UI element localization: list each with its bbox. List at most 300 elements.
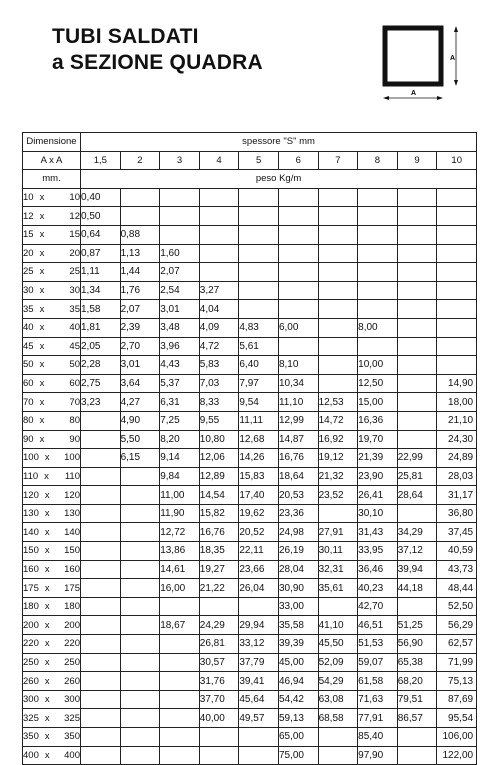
weight-cell: 0,87 xyxy=(81,244,121,263)
weight-cell: 15,83 xyxy=(239,467,279,486)
weight-cell xyxy=(160,690,200,709)
dimension-b: 25 xyxy=(69,266,80,278)
weight-cell xyxy=(81,672,121,691)
dimension-a: 12 xyxy=(23,210,34,222)
dimension-cell xyxy=(23,746,81,765)
dimension-a: 25 xyxy=(23,266,34,278)
weight-cell: 52,09 xyxy=(318,653,358,672)
thickness-col-header: 3 xyxy=(160,151,200,170)
weight-cell: 20,53 xyxy=(278,486,318,505)
weight-cell: 12,89 xyxy=(199,467,239,486)
weight-cell: 40,23 xyxy=(358,579,398,598)
dimension-times: x xyxy=(44,582,50,594)
table-row xyxy=(23,430,477,449)
dimension-b: 200 xyxy=(64,619,80,631)
weight-cell: 28,64 xyxy=(397,486,437,505)
weight-cell: 4,72 xyxy=(199,337,239,356)
table-row xyxy=(23,616,477,635)
weight-cell xyxy=(437,207,477,226)
weight-cell: 15,00 xyxy=(358,393,398,412)
weight-cell: 4,09 xyxy=(199,318,239,337)
dimension-cell xyxy=(23,467,81,486)
dimension-a: 90 xyxy=(23,433,34,445)
dimension-cell xyxy=(23,263,81,282)
dimension-b: 45 xyxy=(69,340,80,352)
dimension-times: x xyxy=(39,210,45,222)
dimension-times: x xyxy=(44,694,50,706)
table-row xyxy=(23,356,477,375)
dimension-cell xyxy=(23,579,81,598)
table-row xyxy=(23,300,477,319)
weight-cell xyxy=(120,653,160,672)
dimension-b: 30 xyxy=(69,285,80,297)
weight-cell: 14,90 xyxy=(437,374,477,393)
dimension-unit: mm. xyxy=(23,170,81,189)
weight-cell: 4,90 xyxy=(120,411,160,430)
weight-cell xyxy=(81,635,121,654)
weight-cell xyxy=(81,690,121,709)
weight-cell: 10,00 xyxy=(358,356,398,375)
dimension-a: 140 xyxy=(23,526,39,538)
weight-cell: 31,76 xyxy=(199,672,239,691)
weight-cell: 44,18 xyxy=(397,579,437,598)
dimension-b: 90 xyxy=(69,433,80,445)
dimension-times: x xyxy=(39,266,45,278)
table-row xyxy=(23,728,477,747)
weight-cell: 19,62 xyxy=(239,504,279,523)
weight-cell: 11,11 xyxy=(239,411,279,430)
table-row xyxy=(23,263,477,282)
table-row xyxy=(23,597,477,616)
dimension-b: 20 xyxy=(69,247,80,259)
weight-cell xyxy=(239,597,279,616)
weight-cell: 16,76 xyxy=(278,449,318,468)
weight-cell xyxy=(81,560,121,579)
table-row xyxy=(23,672,477,691)
dimension-a: 60 xyxy=(23,378,34,390)
dimension-times: x xyxy=(39,285,45,297)
weight-cell: 46,51 xyxy=(358,616,398,635)
table-row xyxy=(23,337,477,356)
weight-cell xyxy=(318,281,358,300)
dimension-a: 100 xyxy=(23,452,39,464)
weight-cell: 4,43 xyxy=(160,356,200,375)
weight-cell xyxy=(278,225,318,244)
weight-cell: 3,64 xyxy=(120,374,160,393)
dimension-a: 150 xyxy=(23,545,39,557)
dimension-times: x xyxy=(39,359,45,371)
weight-cell: 42,70 xyxy=(358,597,398,616)
weight-cell: 37,70 xyxy=(199,690,239,709)
dimension-cell xyxy=(23,616,81,635)
title-line-2: a SEZIONE QUADRA xyxy=(52,51,263,74)
weight-cell: 45,50 xyxy=(318,635,358,654)
dimension-b: 100 xyxy=(64,452,80,464)
dimension-times: x xyxy=(44,489,50,501)
dimension-a: 35 xyxy=(23,303,34,315)
weight-cell: 4,83 xyxy=(239,318,279,337)
weight-cell: 39,41 xyxy=(239,672,279,691)
weight-cell xyxy=(81,597,121,616)
weight-cell xyxy=(81,542,121,561)
weight-cell xyxy=(318,318,358,337)
weight-cell: 9,54 xyxy=(239,393,279,412)
weight-cell xyxy=(358,244,398,263)
weight-cell: 28,04 xyxy=(278,560,318,579)
weight-cell xyxy=(437,337,477,356)
table-row xyxy=(23,746,477,765)
dimension-b: 220 xyxy=(64,638,80,650)
dimension-b: 70 xyxy=(69,396,80,408)
weight-cell: 18,35 xyxy=(199,542,239,561)
weight-cell: 1,13 xyxy=(120,244,160,263)
weight-cell xyxy=(358,263,398,282)
weight-cell: 2,54 xyxy=(160,281,200,300)
weight-cell: 22,11 xyxy=(239,542,279,561)
weight-cell xyxy=(160,746,200,765)
dimension-b: 260 xyxy=(64,675,80,687)
weight-cell: 21,22 xyxy=(199,579,239,598)
weight-cell xyxy=(437,356,477,375)
table-row xyxy=(23,411,477,430)
weight-cell: 8,33 xyxy=(199,393,239,412)
weight-cell xyxy=(397,746,437,765)
dimension-times: x xyxy=(44,545,50,557)
weight-cell: 8,00 xyxy=(358,318,398,337)
weight-cell: 40,00 xyxy=(199,709,239,728)
weight-cell: 122,00 xyxy=(437,746,477,765)
weight-cell: 30,57 xyxy=(199,653,239,672)
weight-cell: 24,30 xyxy=(437,430,477,449)
weight-cell xyxy=(278,281,318,300)
weight-cell xyxy=(318,504,358,523)
dimension-a: 200 xyxy=(23,619,39,631)
dimension-b: 160 xyxy=(64,563,80,575)
weight-cell: 12,72 xyxy=(160,523,200,542)
weight-cell xyxy=(199,244,239,263)
weights-table xyxy=(22,132,477,765)
dimension-a: 45 xyxy=(23,340,34,352)
weight-cell: 59,13 xyxy=(278,709,318,728)
weight-cell xyxy=(160,207,200,226)
dimension-cell xyxy=(23,188,81,207)
dimension-header: Dimensione xyxy=(23,133,81,152)
dimension-cell xyxy=(23,225,81,244)
weight-cell: 21,39 xyxy=(358,449,398,468)
page-title xyxy=(52,24,263,76)
thickness-col-header: 8 xyxy=(358,151,398,170)
weight-cell: 1,76 xyxy=(120,281,160,300)
thickness-col-header: 7 xyxy=(318,151,358,170)
weight-cell: 26,41 xyxy=(358,486,398,505)
weight-cell xyxy=(120,188,160,207)
weight-cell xyxy=(358,337,398,356)
weight-cell: 13,86 xyxy=(160,542,200,561)
weight-cell xyxy=(81,728,121,747)
dimension-times: x xyxy=(44,452,50,464)
thickness-col-header: 10 xyxy=(437,151,477,170)
weight-cell: 6,31 xyxy=(160,393,200,412)
weight-cell xyxy=(318,207,358,226)
weight-cell xyxy=(239,746,279,765)
weight-cell: 6,15 xyxy=(120,449,160,468)
weight-cell: 48,44 xyxy=(437,579,477,598)
weight-cell: 75,13 xyxy=(437,672,477,691)
dimension-times: x xyxy=(39,433,45,445)
dimension-a: 20 xyxy=(23,247,34,259)
weight-cell xyxy=(81,746,121,765)
dimension-cell xyxy=(23,300,81,319)
weight-cell: 36,46 xyxy=(358,560,398,579)
weight-cell xyxy=(199,207,239,226)
weight-cell: 37,79 xyxy=(239,653,279,672)
dimension-b: 60 xyxy=(69,378,80,390)
dimension-times: x xyxy=(44,563,50,575)
weight-cell xyxy=(358,281,398,300)
dimension-a: 180 xyxy=(23,601,39,613)
dimension-b: 35 xyxy=(69,303,80,315)
weight-cell xyxy=(81,411,121,430)
weight-cell xyxy=(239,188,279,207)
weight-cell xyxy=(278,263,318,282)
weight-cell xyxy=(318,356,358,375)
weight-cell: 3,96 xyxy=(160,337,200,356)
header-row-2 xyxy=(23,151,477,170)
weight-cell xyxy=(358,225,398,244)
weight-cell: 31,17 xyxy=(437,486,477,505)
weight-cell: 14,54 xyxy=(199,486,239,505)
weight-cell: 16,76 xyxy=(199,523,239,542)
dimension-times: x xyxy=(44,601,50,613)
weight-cell xyxy=(120,467,160,486)
table-row xyxy=(23,560,477,579)
weight-cell: 6,40 xyxy=(239,356,279,375)
dimension-cell xyxy=(23,523,81,542)
weight-cell: 2,39 xyxy=(120,318,160,337)
dimension-times: x xyxy=(39,322,45,334)
table-row xyxy=(23,504,477,523)
dimension-b: 300 xyxy=(64,694,80,706)
weight-cell: 62,57 xyxy=(437,635,477,654)
table-row xyxy=(23,523,477,542)
side-arrow-bottom xyxy=(454,80,458,86)
weight-cell: 1,58 xyxy=(81,300,121,319)
weight-cell: 21,10 xyxy=(437,411,477,430)
thickness-header: spessore "S" mm xyxy=(81,133,477,152)
weight-cell: 9,55 xyxy=(199,411,239,430)
weight-cell: 46,94 xyxy=(278,672,318,691)
dimension-a: 70 xyxy=(23,396,34,408)
weight-cell xyxy=(397,597,437,616)
dimension-times: x xyxy=(44,470,49,482)
weight-cell xyxy=(278,188,318,207)
weight-cell xyxy=(397,318,437,337)
weight-cell: 77,91 xyxy=(358,709,398,728)
weight-cell: 49,57 xyxy=(239,709,279,728)
weight-cell: 32,31 xyxy=(318,560,358,579)
table-row xyxy=(23,542,477,561)
weight-cell xyxy=(81,523,121,542)
dimension-cell xyxy=(23,207,81,226)
weight-cell: 4,27 xyxy=(120,393,160,412)
weight-cell: 0,88 xyxy=(120,225,160,244)
weight-cell xyxy=(437,263,477,282)
dimension-times: x xyxy=(44,749,50,761)
dimension-a: 50 xyxy=(23,359,34,371)
weight-cell xyxy=(397,300,437,319)
dimension-a: 30 xyxy=(23,285,34,297)
weight-cell: 16,00 xyxy=(160,579,200,598)
table-row xyxy=(23,281,477,300)
weight-cell xyxy=(397,244,437,263)
dimension-cell xyxy=(23,449,81,468)
weight-cell: 27,91 xyxy=(318,523,358,542)
weight-cell: 45,64 xyxy=(239,690,279,709)
side-arrow-top xyxy=(454,26,458,32)
weight-cell: 3,23 xyxy=(81,393,121,412)
dimension-times: x xyxy=(39,415,45,427)
dimension-b: 175 xyxy=(64,582,80,594)
weight-cell: 23,66 xyxy=(239,560,279,579)
weight-cell xyxy=(437,225,477,244)
dimension-b: 180 xyxy=(64,601,80,613)
weight-cell: 54,29 xyxy=(318,672,358,691)
weight-cell xyxy=(397,337,437,356)
weight-cell: 9,14 xyxy=(160,449,200,468)
square-section-diagram xyxy=(370,22,480,108)
table-row xyxy=(23,244,477,263)
weight-cell: 37,45 xyxy=(437,523,477,542)
dimension-a: 300 xyxy=(23,694,39,706)
weight-cell: 1,44 xyxy=(120,263,160,282)
weight-cell: 10,80 xyxy=(199,430,239,449)
dimension-cell xyxy=(23,393,81,412)
weight-cell: 2,07 xyxy=(160,263,200,282)
dimension-a: 350 xyxy=(23,731,39,743)
dimension-a: 80 xyxy=(23,415,34,427)
weight-cell: 3,01 xyxy=(160,300,200,319)
weight-cell xyxy=(278,244,318,263)
weight-cell: 16,92 xyxy=(318,430,358,449)
weight-cell: 97,90 xyxy=(358,746,398,765)
dimension-a: 15 xyxy=(23,229,34,241)
weight-cell: 11,00 xyxy=(160,486,200,505)
weight-cell: 26,81 xyxy=(199,635,239,654)
weight-cell: 12,68 xyxy=(239,430,279,449)
weight-cell: 61,58 xyxy=(358,672,398,691)
weight-cell xyxy=(239,263,279,282)
dimension-times: x xyxy=(39,378,45,390)
weight-cell: 87,69 xyxy=(437,690,477,709)
dimension-a: 40 xyxy=(23,322,34,334)
weight-cell xyxy=(81,579,121,598)
dimension-cell xyxy=(23,486,81,505)
weight-cell xyxy=(120,523,160,542)
weight-cell xyxy=(318,728,358,747)
weight-cell: 18,00 xyxy=(437,393,477,412)
dimension-b: 250 xyxy=(64,656,80,668)
weight-cell xyxy=(120,616,160,635)
weight-cell xyxy=(199,188,239,207)
weight-cell: 30,10 xyxy=(358,504,398,523)
weight-cell xyxy=(120,728,160,747)
dimension-a: 220 xyxy=(23,638,39,650)
dimension-b: 325 xyxy=(64,712,80,724)
weight-cell xyxy=(120,542,160,561)
thickness-col-header: 1,5 xyxy=(81,151,121,170)
weight-cell xyxy=(278,300,318,319)
thickness-col-header: 5 xyxy=(239,151,279,170)
weight-cell xyxy=(437,244,477,263)
weight-cell xyxy=(120,579,160,598)
weight-cell: 28,03 xyxy=(437,467,477,486)
weight-cell: 65,00 xyxy=(278,728,318,747)
weight-cell xyxy=(318,300,358,319)
weight-cell: 5,37 xyxy=(160,374,200,393)
weight-cell xyxy=(120,560,160,579)
weight-cell: 1,81 xyxy=(81,318,121,337)
dimension-b: 50 xyxy=(69,359,80,371)
weight-cell: 24,29 xyxy=(199,616,239,635)
dimension-cell xyxy=(23,560,81,579)
weight-cell: 18,67 xyxy=(160,616,200,635)
dimension-subheader: A x A xyxy=(23,151,81,170)
weight-cell xyxy=(81,653,121,672)
weight-cell: 8,10 xyxy=(278,356,318,375)
weight-cell xyxy=(397,504,437,523)
weight-cell xyxy=(358,207,398,226)
dimension-times: x xyxy=(44,526,50,538)
weight-cell: 52,50 xyxy=(437,597,477,616)
dimension-cell xyxy=(23,281,81,300)
weight-cell: 39,94 xyxy=(397,560,437,579)
table-row xyxy=(23,318,477,337)
weight-cell xyxy=(81,486,121,505)
weight-cell: 59,07 xyxy=(358,653,398,672)
weight-cell xyxy=(160,597,200,616)
weight-cell xyxy=(81,467,121,486)
dimension-times: x xyxy=(39,340,45,352)
dimension-cell xyxy=(23,653,81,672)
weight-cell xyxy=(437,188,477,207)
dimension-b: 130 xyxy=(64,508,80,520)
weight-cell xyxy=(199,597,239,616)
weight-cell: 5,61 xyxy=(239,337,279,356)
dimension-a: 130 xyxy=(23,508,39,520)
weight-cell: 16,36 xyxy=(358,411,398,430)
weight-cell xyxy=(318,597,358,616)
table-row xyxy=(23,393,477,412)
weight-cell: 3,27 xyxy=(199,281,239,300)
thickness-col-header: 6 xyxy=(278,151,318,170)
weight-cell xyxy=(397,356,437,375)
weight-cell xyxy=(160,653,200,672)
weight-cell: 56,90 xyxy=(397,635,437,654)
dimension-b: 400 xyxy=(64,749,80,761)
weight-cell: 85,40 xyxy=(358,728,398,747)
weight-cell: 37,12 xyxy=(397,542,437,561)
weight-cell xyxy=(160,225,200,244)
weight-cell: 3,01 xyxy=(120,356,160,375)
table-row xyxy=(23,449,477,468)
weight-cell xyxy=(199,225,239,244)
weight-cell: 3,48 xyxy=(160,318,200,337)
dimension-times: x xyxy=(44,638,50,650)
weight-cell xyxy=(318,188,358,207)
bottom-arrow-left xyxy=(383,96,389,100)
weight-cell xyxy=(318,374,358,393)
weight-cell: 40,59 xyxy=(437,542,477,561)
